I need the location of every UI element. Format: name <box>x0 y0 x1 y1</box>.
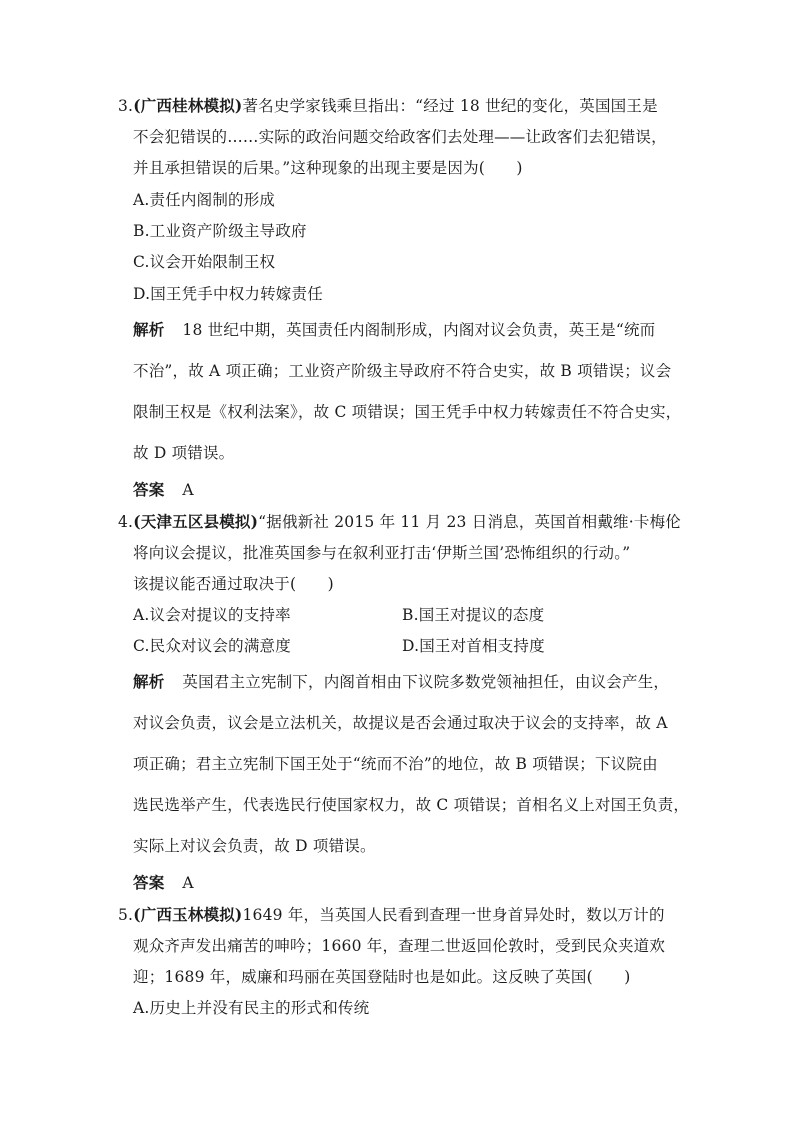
question-4-option-c: C.民众对议会的满意度 <box>133 637 291 655</box>
question-3-option-d: D.国王凭手中权力转嫁责任 <box>133 285 323 303</box>
answer-label: 答案 <box>133 480 165 499</box>
question-4-analysis-line-5: 实际上对议会负责，故 D 项错误。 <box>133 837 376 855</box>
question-3-stem-line-1: 3.(广西桂林模拟)著名史学家钱乘旦指出：“经过 18 世纪的变化，英国国王是 <box>118 96 658 115</box>
question-3-analysis-line-3: 限制王权是《权利法案》，故 C 项错误；国王凭手中权力转嫁责任不符合史实， <box>133 403 682 421</box>
question-4-option-d: D.国王对首相支持度 <box>402 637 545 655</box>
question-number: 5. <box>118 906 134 924</box>
answer-label: 答案 <box>133 873 165 892</box>
question-5-stem-line-2: 观众齐声发出痛苦的呻吟；1660 年，查理二世返回伦敦时，受到民众夹道欢 <box>133 937 666 955</box>
question-4-stem-line-2: 将向议会提议，批准英国参与在叙利亚打击‘伊斯兰国’恐怖组织的行动。” <box>133 544 631 562</box>
question-4-option-b: B.国王对提议的态度 <box>402 606 545 624</box>
question-4-analysis-line-1: 解析 英国君主立宪制下，内阁首相由下议院多数党领袖担任，由议会产生， <box>133 672 670 691</box>
question-4-stem-line-3: 该提议能否通过取决于( ) <box>133 575 334 593</box>
question-4-answer <box>133 873 194 893</box>
question-number: 4. <box>118 513 134 531</box>
question-source: (广西玉林模拟) <box>133 905 243 924</box>
question-3-option-c: C.议会开始限制王权 <box>133 253 276 271</box>
answer-value: A <box>182 481 194 499</box>
question-3-option-b: B.工业资产阶级主导政府 <box>133 222 307 240</box>
question-3-analysis-line-2: 不治”，故 A 项正确；工业资产阶级主导政府不符合史实，故 B 项错误；议会 <box>133 362 672 380</box>
question-source: (天津五区县模拟) <box>133 512 259 531</box>
analysis-label: 解析 <box>133 672 165 691</box>
analysis-label: 解析 <box>133 320 165 339</box>
question-3-stem-line-2: 不会犯错误的……实际的政治问题交给政客们去处理——让政客们去犯错误， <box>133 128 667 146</box>
question-4-analysis-line-3: 项正确；君主立宪制下国王处于“统而不治”的地位，故 B 项错误；下议院由 <box>133 755 658 773</box>
question-3-stem-line-3: 并且承担错误的后果。”这种现象的出现主要是因为( ) <box>133 159 523 177</box>
question-4-analysis-line-2: 对议会负责，议会是立法机关，故提议是否会通过取决于议会的支持率，故 A <box>133 714 668 732</box>
question-5-stem-line-1: 5.(广西玉林模拟)1649 年，当英国人民看到查理一世身首异处时，数以万计的 <box>118 905 665 924</box>
question-4-stem-line-1: 4.(天津五区县模拟)“据俄新社 2015 年 11 月 23 日消息，英国首相戴维·卡梅伦 <box>118 512 681 531</box>
question-3-analysis-line-4: 故 D 项错误。 <box>133 444 235 462</box>
question-source: (广西桂林模拟) <box>133 96 243 115</box>
question-4-analysis-line-4: 选民选举产生，代表选民行使国家权力，故 C 项错误；首相名义上对国王负责， <box>133 796 690 814</box>
question-3-answer <box>133 480 194 500</box>
question-3-analysis-line-1: 解析 18 世纪中期，英国责任内阁制形成，内阁对议会负责，英王是“统而 <box>133 320 656 339</box>
question-4-option-a: A.议会对提议的支持率 <box>133 606 291 624</box>
answer-value: A <box>182 874 194 892</box>
question-5-option-a: A.历史上并没有民主的形式和传统 <box>133 999 370 1017</box>
question-number: 3. <box>118 97 134 115</box>
question-5-stem-line-3: 迎；1689 年，威廉和玛丽在英国登陆时也是如此。这反映了英国( ) <box>133 968 631 986</box>
question-3-option-a: A.责任内阁制的形成 <box>133 191 276 209</box>
